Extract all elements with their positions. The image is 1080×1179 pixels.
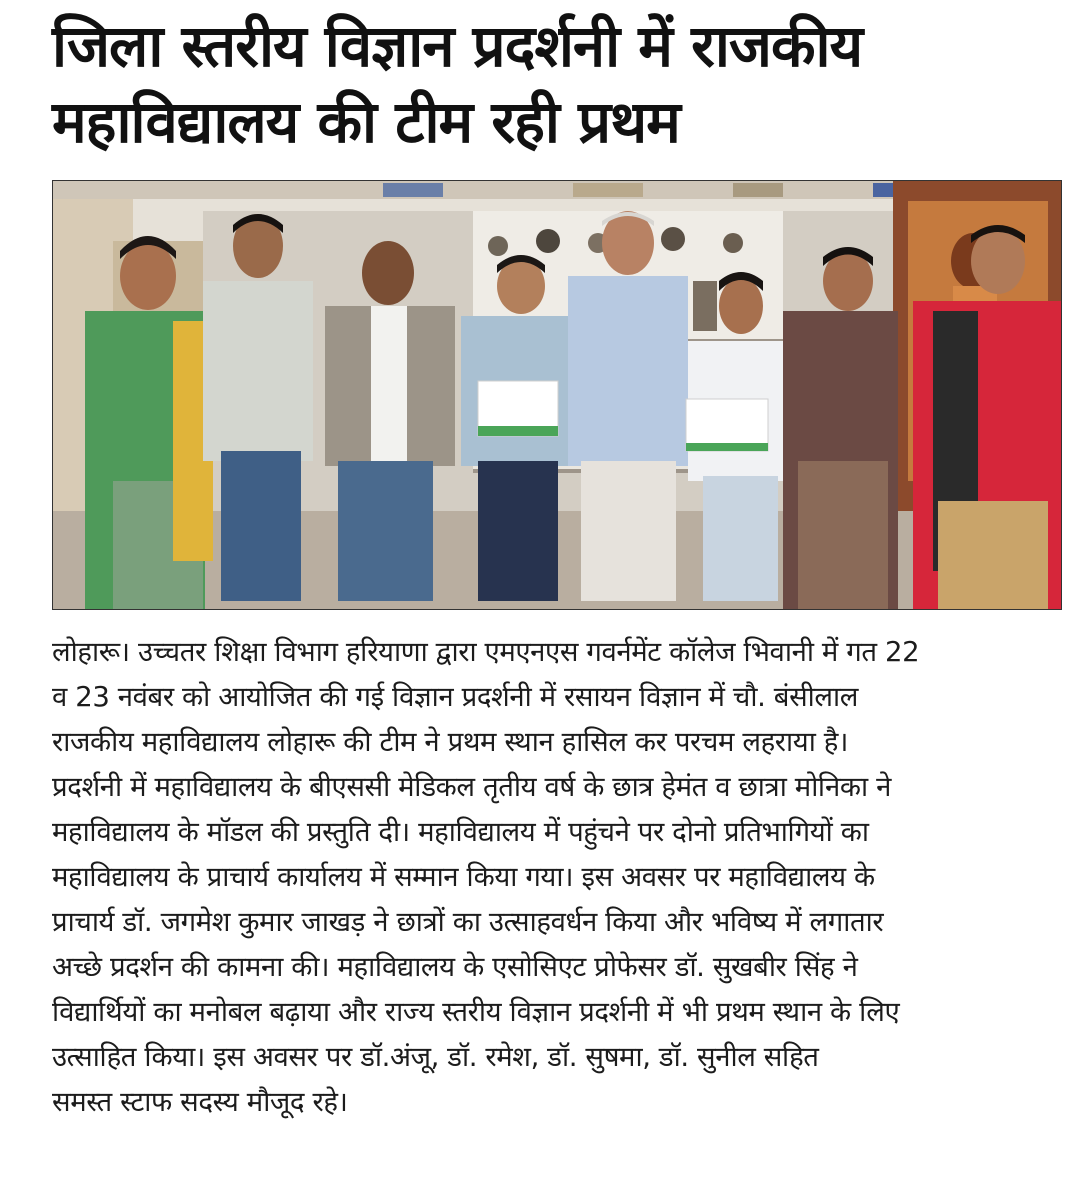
headline-line-1: जिला स्तरीय विज्ञान प्रदर्शनी में राजकीय [52, 12, 863, 80]
group-photo [52, 180, 1062, 610]
group-photo-icon [53, 181, 1062, 610]
article-line: अच्छे प्रदर्शन की कामना की। महाविद्यालय के एसोसिएट प्रोफेसर डॉ. सुखबीर सिंह ने [52, 951, 858, 983]
headline-line-2: महाविद्यालय की टीम रही प्रथम [52, 88, 680, 156]
article-line: महाविद्यालय के प्राचार्य कार्यालय में सम्मान किया गया। इस अवसर पर महाविद्यालय के [52, 861, 875, 893]
article-line: प्राचार्य डॉ. जगमेश कुमार जाखड़ ने छात्रों का उत्साहवर्धन किया और भविष्य में लगातार [52, 906, 884, 938]
article-line: समस्त स्टाफ सदस्य मौजूद रहे। [52, 1086, 348, 1118]
article-line: महाविद्यालय के मॉडल की प्रस्तुति दी। महाविद्यालय में पहुंचने पर दोनो प्रतिभागियों का [52, 816, 869, 848]
article-line: विद्यार्थियों का मनोबल बढ़ाया और राज्य स्तरीय विज्ञान प्रदर्शनी में भी प्रथम स्थान के लिए [52, 996, 900, 1028]
article-line: उत्साहित किया। इस अवसर पर डॉ.अंजू, डॉ. रमेश, डॉ. सुषमा, डॉ. सुनील सहित [52, 1041, 819, 1073]
article-body [52, 630, 1064, 1125]
article-line: प्रदर्शनी में महाविद्यालय के बीएससी मेडिकल तृतीय वर्ष के छात्र हेमंत व छात्रा मोनिका ने [52, 771, 891, 803]
article-line: लोहारू। उच्चतर शिक्षा विभाग हरियाणा द्वारा एमएनएस गवर्नमेंट कॉलेज भिवानी में गत 22 [52, 636, 920, 668]
headline [52, 8, 1062, 160]
article-line: व 23 नवंबर को आयोजित की गई विज्ञान प्रदर्शनी में रसायन विज्ञान में चौ. बंसीलाल [52, 681, 859, 713]
article-line: राजकीय महाविद्यालय लोहारू की टीम ने प्रथम स्थान हासिल कर परचम लहराया है। [52, 726, 848, 758]
